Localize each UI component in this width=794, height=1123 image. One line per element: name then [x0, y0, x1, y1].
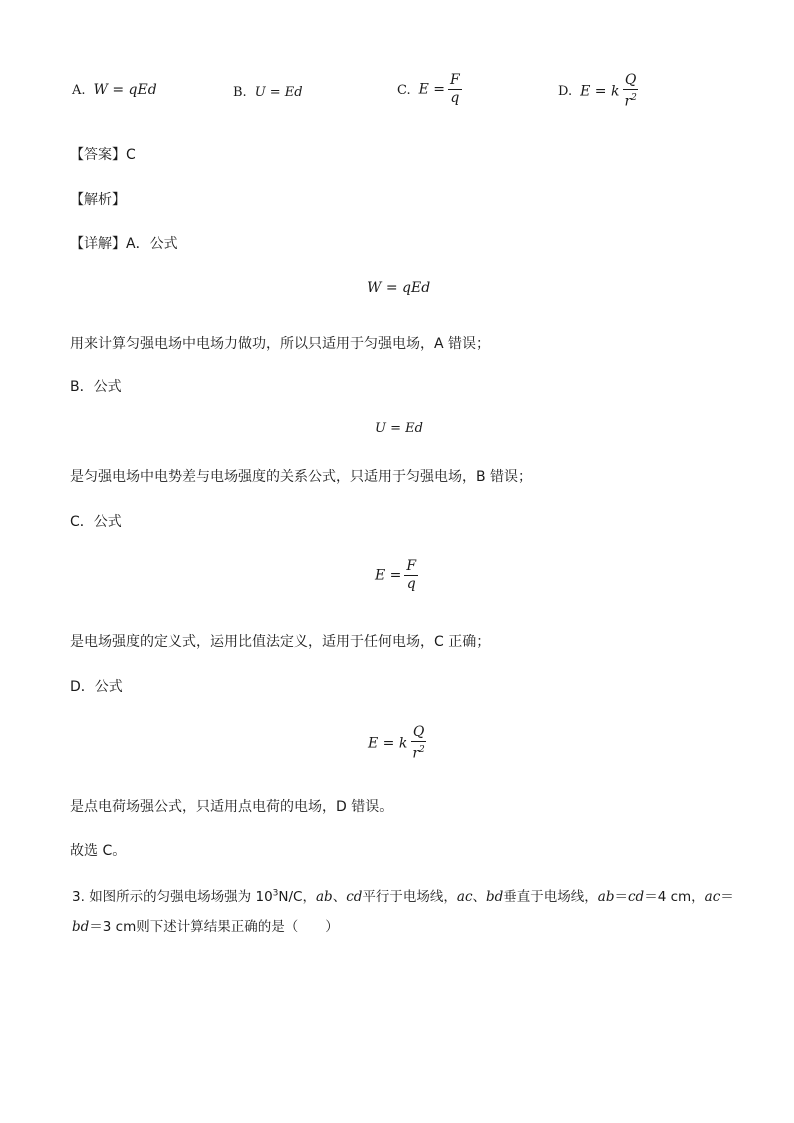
question-3-text-t2: 垂直于电场线，: [503, 889, 598, 905]
option-d-letter: D.: [558, 84, 573, 100]
answer-line: [70, 144, 136, 164]
detail-d-denominator: [410, 742, 426, 763]
equals-sign: ＝: [720, 889, 734, 905]
separator: 、: [332, 889, 347, 905]
detail-c-fraction: [404, 558, 418, 593]
detail-c-denominator: q: [406, 576, 416, 592]
option-a-letter: A.: [72, 83, 86, 98]
segment-ac-2: ac: [704, 889, 721, 905]
equals-sign: ＝: [614, 889, 628, 905]
detail-d-text: 是点电荷场强公式，只适用点电荷的电场，D 错误。: [70, 799, 394, 815]
option-d-fraction: [622, 72, 638, 111]
option-c-numerator: F: [450, 72, 460, 88]
analysis-label: 【解析】: [70, 192, 126, 208]
separator: 、: [472, 889, 486, 905]
question-3-line-1: [72, 885, 734, 905]
detail-d-intro: D．公式: [70, 679, 123, 695]
detail-d-formula: [368, 724, 427, 763]
option-c-lhs: E =: [418, 81, 446, 98]
segment-ac: ac: [456, 889, 473, 905]
segment-ab: ab: [315, 889, 333, 905]
detail-c-intro: C．公式: [70, 514, 122, 530]
detail-a-intro-text: A．公式: [126, 236, 178, 252]
option-c-letter: C.: [397, 82, 411, 98]
detail-conclusion: 故选 C。: [70, 843, 127, 859]
option-b-formula: U = Ed: [254, 85, 303, 100]
detail-a-formula: W = qEd: [367, 280, 431, 296]
option-c-denominator: q: [450, 90, 460, 106]
detail-d-lhs: E = k: [368, 735, 408, 752]
segment-cd-2: cd: [628, 889, 645, 905]
detail-c-formula: [375, 558, 418, 593]
question-3-text-t1: 平行于电场线，: [362, 889, 457, 905]
option-d-den-sup: 2: [631, 93, 637, 103]
option-d-den-base: r: [624, 93, 632, 110]
detail-label: 【详解】: [70, 236, 126, 252]
detail-d-den-base: r: [412, 745, 420, 762]
answer-value: C: [126, 147, 136, 163]
question-3-text-t4: ＝3 cm则下述计算结果正确的是（ ）: [89, 919, 339, 935]
option-b-letter: B.: [233, 85, 247, 100]
detail-a-text: 用来计算匀强电场中电场力做功，所以只适用于匀强电场，A 错误；: [70, 336, 491, 352]
detail-c-numerator: F: [406, 558, 417, 574]
option-c[interactable]: [397, 72, 462, 107]
detail-d-fraction: [410, 724, 426, 763]
question-3-text-a: 如图所示的匀强电场场强为 10: [89, 889, 273, 905]
option-b[interactable]: [233, 84, 303, 100]
detail-d-den-sup: 2: [419, 745, 425, 755]
segment-ab-2: ab: [597, 889, 615, 905]
question-3-text-t3: ＝4 cm，: [644, 889, 705, 905]
option-c-fraction: [448, 72, 462, 107]
option-d-denominator: [622, 90, 638, 111]
detail-c-text: 是电场强度的定义式，运用比值法定义，适用于任何电场，C 正确；: [70, 634, 491, 650]
option-d[interactable]: [558, 72, 639, 111]
question-3-line-2: [72, 915, 339, 935]
option-a[interactable]: [72, 82, 157, 98]
question-3-sup: 3: [272, 888, 279, 899]
segment-bd: bd: [486, 889, 504, 905]
detail-b-intro: B．公式: [70, 379, 122, 395]
segment-bd-2: bd: [72, 919, 90, 935]
detail-b-formula: U = Ed: [375, 421, 423, 436]
detail-b-text: 是匀强电场中电势差与电场强度的关系公式，只适用于匀强电场，B 错误；: [70, 469, 533, 485]
option-a-formula: W = qEd: [93, 82, 157, 98]
detail-a-intro: [70, 233, 178, 253]
segment-cd: cd: [346, 889, 363, 905]
option-d-numerator: Q: [624, 72, 637, 88]
detail-c-lhs: E =: [375, 567, 402, 584]
detail-d-numerator: Q: [412, 724, 425, 740]
answer-label: 【答案】: [70, 147, 126, 163]
question-3-number: 3.: [72, 889, 85, 905]
option-d-lhs: E = k: [580, 83, 620, 100]
question-3-text-b: N/C，: [278, 889, 316, 905]
